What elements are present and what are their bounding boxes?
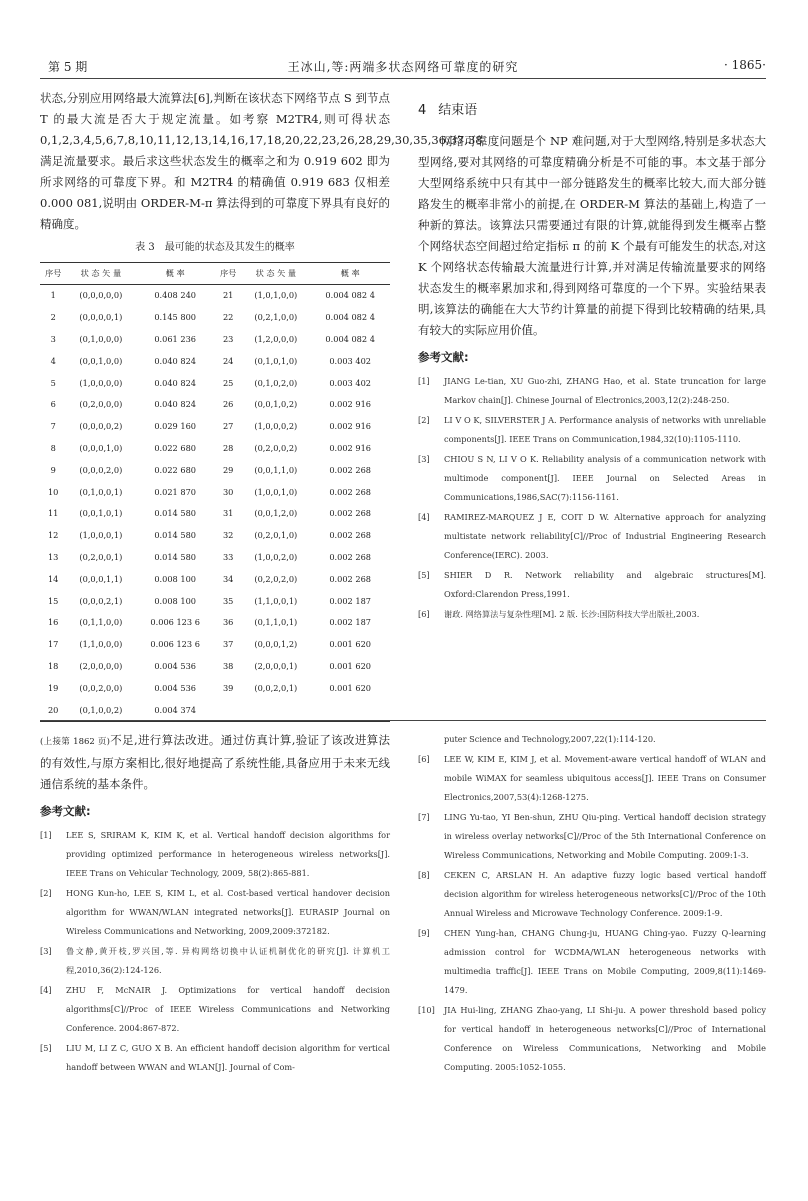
reference-number: [1] <box>418 376 430 386</box>
table-cell: 0.004 082 4 <box>325 312 375 323</box>
table-row <box>40 656 390 678</box>
table-cell: 25 <box>222 377 234 388</box>
table-row <box>40 481 390 503</box>
table-cell: (2,0,0,0,1) <box>254 660 298 671</box>
table-cell: 13 <box>47 551 59 562</box>
table-cell: 0.040 824 <box>154 377 196 388</box>
table-cell: 0.014 580 <box>154 508 196 519</box>
table-cell: 0.003 402 <box>329 377 371 388</box>
references-title: 参考文献: <box>418 350 469 364</box>
table-cell: (0,2,0,0,1) <box>79 551 123 562</box>
table-cell: 9 <box>50 464 56 475</box>
conclusion-paragraph: 网络可靠度问题是个 NP 难问题,对于大型网络,特别是多状态大型网络,要对其网络的可靠度精确分析是不可能的事。本文基于部分大型网络系统中只有其中一部分链路发生的概率比较大,而大部分链路发生的概率非常小的前提,在 ORDER-M 算法的基础上,构造了一种新的算法。该算法只需要通过有限的计算,就能得到发生概率占整个网络状态空间超过给定指标 π 的前 K 个最有可能发生的状态,对这 K 个网络状态传输最大流量进行计算,并对满足传输流量要求的网络状态发生的概率累加求和,得到网络可靠度的一个下界。实验结果表明,该算法的确能在大大节约计算量的前提下得到比较精确的结果,具有较大的实际应用价值。 <box>418 134 766 337</box>
reference-number: [7] <box>418 812 430 822</box>
table-header-cell: 概 率 <box>310 263 390 285</box>
table-cell: (0,0,0,1,0) <box>79 442 123 453</box>
reference-item <box>418 605 766 624</box>
table-cell: 0.004 536 <box>154 682 196 693</box>
table-cell: 2 <box>50 312 56 323</box>
table-cell: 28 <box>222 442 234 453</box>
table-header-cell: 序号 <box>40 263 66 285</box>
reference-list <box>40 826 390 1077</box>
table-cell: 0.002 916 <box>329 399 371 410</box>
table-cell: 0.002 916 <box>329 421 371 432</box>
table-cell: 8 <box>50 442 56 453</box>
table-row <box>40 394 390 416</box>
reference-number: [9] <box>418 928 430 938</box>
reference-item <box>40 826 390 883</box>
table-cell: 30 <box>222 486 234 497</box>
table-cell: 5 <box>50 377 56 388</box>
table-cell: 6 <box>50 399 56 410</box>
running-header <box>40 56 766 79</box>
reference-item <box>418 508 766 565</box>
table-cell: (0,0,0,0,1) <box>79 312 123 323</box>
table-cell: (0,2,0,0,0) <box>79 399 123 410</box>
table-cell: 29 <box>222 464 234 475</box>
table-cell: 15 <box>47 595 59 606</box>
table-cell: 33 <box>222 551 234 562</box>
reference-text: JIANG Le-tian, XU Guo-zhi, ZHANG Hao, et al. State truncation for large Markov chain[J]. Chinese Journal of Electronics,2003,12(2):248-250. <box>444 376 766 405</box>
table-cell: 21 <box>222 290 234 301</box>
table-cell: 17 <box>47 639 59 650</box>
table-cell: 0.040 824 <box>154 399 196 410</box>
section-number: 4 <box>418 103 427 118</box>
table-cell: 0.408 240 <box>154 290 196 301</box>
reference-text: HONG Kun-ho, LEE S, KIM L, et al. Cost-based vertical handover decision algorithm for WWAN/WLAN integrated networks[J]. EURASIP Journal on Wireless Communications and Networking, 2009,2009:372182. <box>66 888 390 936</box>
table-cell: 24 <box>222 355 234 366</box>
running-title: 王冰山,等:两端多状态网络可靠度的研究 <box>287 60 519 74</box>
table-cell: 0.006 123 6 <box>150 617 200 628</box>
reference-continuation: puter Science and Technology,2007,22(1):114-120. <box>444 734 656 744</box>
reference-number: [2] <box>418 415 430 425</box>
table-cell: 4 <box>50 355 56 366</box>
table-cell: (1,2,0,0,0) <box>254 333 298 344</box>
table-row <box>40 568 390 590</box>
table-cell: (0,0,0,1,2) <box>254 639 298 650</box>
issue-number: 第 5 期 <box>48 60 88 74</box>
table-cell: 38 <box>222 660 234 671</box>
reference-text: 鲁文静,黄开枝,罗兴国,等. 异构网络切换中认证机制优化的研究[J]. 计算机工程,2010,36(2):124-126. <box>66 946 390 975</box>
reference-number: [3] <box>418 454 430 464</box>
table-cell: (1,1,0,0,0) <box>79 639 123 650</box>
reference-text: CHEN Yung-han, CHANG Chung-ju, HUANG Ching-yao. Fuzzy Q-learning admission control for WCDMA/WLAN heterogeneous networks with multimedia traffic[J]. IEEE Trans on Mobile Computing, 2009,8(11):1469-1479. <box>444 928 766 995</box>
reference-item <box>40 884 390 941</box>
continued-paragraph: (上接第 1862 页)不足,进行算法改进。通过仿真计算,验证了该改进算法的有效性,与原方案相比,很好地提高了系统性能,具备应用于未来无线通信系统的基本条件。 <box>40 733 390 791</box>
reference-item <box>418 750 766 807</box>
table-cell: 12 <box>47 530 59 541</box>
table-cell: (1,0,0,1,0) <box>254 486 298 497</box>
table-row <box>40 525 390 547</box>
section-title: 结束语 <box>438 103 478 118</box>
table-cell: 27 <box>222 421 234 432</box>
table-cell: 0.061 236 <box>154 333 196 344</box>
reference-item <box>418 924 766 1000</box>
table-cell: 34 <box>222 573 234 584</box>
table-cell: 0.022 680 <box>154 442 196 453</box>
table-cell: 0.001 620 <box>329 682 371 693</box>
table-cell: (0,1,0,2,0) <box>254 377 298 388</box>
reference-number: [8] <box>418 870 430 880</box>
reference-number: [10] <box>418 1005 435 1015</box>
table-cell: 0.006 123 6 <box>150 639 200 650</box>
reference-text: SHIER D R. Network reliability and algebraic structures[M]. Oxford:Clarendon Press,1991. <box>444 570 766 599</box>
table-row <box>40 372 390 394</box>
table-cell: (0,0,1,0,0) <box>79 355 123 366</box>
table-header-cell: 状 态 矢 量 <box>241 263 310 285</box>
table-header-cell: 状 态 矢 量 <box>66 263 135 285</box>
table-cell: (0,0,1,1,0) <box>254 464 298 475</box>
reference-item <box>418 450 766 507</box>
table-row <box>40 416 390 438</box>
table-row <box>40 459 390 481</box>
table-cell: 0.021 870 <box>154 486 196 497</box>
table-cell <box>241 699 310 721</box>
table-cell: 0.002 268 <box>329 508 371 519</box>
reference-text: 谢政. 网络算法与复杂性理[M]. 2 版. 长沙:国防科技大学出版社,2003. <box>444 609 700 619</box>
reference-number: [4] <box>40 985 52 995</box>
table-cell: (1,1,0,0,1) <box>254 595 298 606</box>
reference-item <box>418 1001 766 1077</box>
table-cell: 0.002 916 <box>329 442 371 453</box>
table-row <box>40 350 390 372</box>
table-row <box>40 503 390 525</box>
table-cell: (0,0,0,2,0) <box>79 464 123 475</box>
reference-number: [5] <box>418 570 430 580</box>
continued-note: (上接第 1862 页) <box>40 737 110 747</box>
top-right-column <box>418 92 766 625</box>
table-cell: 22 <box>222 312 234 323</box>
page-number: · 1865· <box>724 58 766 72</box>
reference-text: LEE S, SRIRAM K, KIM K, et al. Vertical handoff decision algorithms for providing optimized performance in heterogeneous wireless networks[J]. IEEE Trans on Vehicular Technology, 2009, 58(2):865-881. <box>66 830 390 878</box>
table-header-cell: 概 率 <box>135 263 215 285</box>
bottom-left-column <box>40 730 390 1078</box>
table-cell: (0,1,0,0,1) <box>79 486 123 497</box>
table-cell: 0.029 160 <box>154 421 196 432</box>
reference-number: [4] <box>418 512 430 522</box>
reference-list <box>418 750 766 1077</box>
table-cell: 0.014 580 <box>154 551 196 562</box>
table-cell: 0.145 800 <box>154 312 196 323</box>
table-cell: (0,1,1,0,0) <box>79 617 123 628</box>
table-cell: (0,2,0,0,2) <box>254 442 298 453</box>
table-cell: 0.008 100 <box>154 573 196 584</box>
table-row <box>40 438 390 460</box>
table-cell: 0.004 536 <box>154 660 196 671</box>
table-row <box>40 547 390 569</box>
reference-text: LING Yu-tao, YI Ben-shun, ZHU Qiu-ping. Vertical handoff decision strategy in wireless overlay networks[C]//Proc of the 5th International Conference on Wireless Communications, Networking and Mobile Computing. 2009:1-3. <box>444 812 766 860</box>
table-cell: (0,1,0,1,0) <box>254 355 298 366</box>
reference-text: LIU M, LI Z C, GUO X B. An efficient handoff decision algorithm for vertical handoff between WWAN and WLAN[J]. Journal of Com- <box>66 1043 390 1072</box>
table-cell <box>215 699 241 721</box>
table-caption: 表 3 最可能的状态及其发生的概率 <box>135 242 295 253</box>
table-cell: 7 <box>50 421 56 432</box>
table-cell: (0,2,1,0,0) <box>254 312 298 323</box>
table-row <box>40 329 390 351</box>
table-cell: (2,0,0,0,0) <box>79 660 123 671</box>
table-cell: 0.004 082 4 <box>325 333 375 344</box>
table-cell: (0,0,0,1,1) <box>79 573 123 584</box>
reference-text: CEKEN C, ARSLAN H. An adaptive fuzzy logic based vertical handoff decision algorithm for wireless heterogeneous networks[C]//Proc of the 10th Annual Wireless and Microwave Technology Conference. 2009:1-9. <box>444 870 766 918</box>
table-cell: 0.004 374 <box>135 699 215 721</box>
reference-number: [6] <box>418 609 430 619</box>
table-cell: (0,2,0,1,0) <box>254 530 298 541</box>
table-cell: 0.001 620 <box>329 660 371 671</box>
reference-number: [1] <box>40 830 52 840</box>
table-cell: 16 <box>47 617 59 628</box>
table-cell: 0.040 824 <box>154 355 196 366</box>
section-divider <box>40 720 766 721</box>
table-cell: 3 <box>50 333 56 344</box>
table-cell: 0.008 100 <box>154 595 196 606</box>
table-cell: (0,1,1,0,1) <box>254 617 298 628</box>
table-row <box>40 634 390 656</box>
reference-text: JIA Hui-ling, ZHANG Zhao-yang, LI Shi-ju. A power threshold based policy for vertical handoff in heterogeneous networks[C]//Proc of International Conference on Wireless Communications, Networking and Mobile Computing. 2005:1052-1055. <box>444 1005 766 1072</box>
table-cell: 0.002 187 <box>329 595 371 606</box>
table-cell <box>310 699 390 721</box>
table-cell: 37 <box>222 639 234 650</box>
table-row <box>40 307 390 329</box>
state-probability-table <box>40 262 390 722</box>
reference-item <box>418 808 766 865</box>
table-cell: 10 <box>47 486 59 497</box>
reference-item <box>418 866 766 923</box>
table-cell: 0.002 268 <box>329 464 371 475</box>
reference-text: LI V O K, SILVERSTER J A. Performance analysis of networks with unreliable components[J]. IEEE Trans on Communication,1984,32(10):1105-1110. <box>444 415 766 444</box>
reference-item <box>418 566 766 604</box>
reference-item <box>40 981 390 1038</box>
table-cell: 0.001 620 <box>329 639 371 650</box>
table-row <box>40 677 390 699</box>
section-heading <box>418 100 766 121</box>
table-row <box>40 285 390 307</box>
table-cell: 18 <box>47 660 59 671</box>
table-cell: (1,0,0,0,0) <box>79 377 123 388</box>
reference-number: [3] <box>40 946 52 956</box>
table-cell: 32 <box>222 530 234 541</box>
reference-item <box>418 372 766 410</box>
table-cell: (0,1,0,0,2) <box>66 699 135 721</box>
reference-text: RAMIREZ-MARQUEZ J E, COIT D W. Alternative approach for analyzing multistate network reliability[C]//Proc of Industrial Engineering Research Conference(IERC). 2003. <box>444 512 766 560</box>
table-cell: (1,0,1,0,0) <box>254 290 298 301</box>
table-cell: 0.002 268 <box>329 551 371 562</box>
reference-list <box>418 372 766 624</box>
table-cell: 19 <box>47 682 59 693</box>
reference-number: [2] <box>40 888 52 898</box>
table-cell: 0.022 680 <box>154 464 196 475</box>
table-cell: 35 <box>222 595 234 606</box>
table-cell: 23 <box>222 333 234 344</box>
table-cell: 26 <box>222 399 234 410</box>
table-cell: (0,0,0,0,0) <box>79 290 123 301</box>
table-cell: 20 <box>40 699 66 721</box>
table-cell: (1,0,0,2,0) <box>254 551 298 562</box>
table-cell: (0,0,1,0,2) <box>254 399 298 410</box>
table-cell: (1,0,0,0,1) <box>79 530 123 541</box>
reference-number: [6] <box>418 754 430 764</box>
table-cell: 14 <box>47 573 59 584</box>
table-cell: 1 <box>50 290 56 301</box>
reference-number: [5] <box>40 1043 52 1053</box>
table-cell: 31 <box>222 508 234 519</box>
table-cell: 0.014 580 <box>154 530 196 541</box>
table-cell: (0,0,1,2,0) <box>254 508 298 519</box>
bottom-right-column <box>418 730 766 1078</box>
table-row <box>40 699 390 721</box>
reference-item <box>418 411 766 449</box>
table-header-cell: 序号 <box>215 263 241 285</box>
table-cell: (0,0,2,0,1) <box>254 682 298 693</box>
table-cell: 0.004 082 4 <box>325 290 375 301</box>
table-cell: (0,0,0,0,2) <box>79 421 123 432</box>
reference-item <box>40 1039 390 1077</box>
references-title: 参考文献: <box>40 804 91 818</box>
table-cell: 39 <box>222 682 234 693</box>
table-cell: 0.002 268 <box>329 530 371 541</box>
table-cell: (0,0,2,0,0) <box>79 682 123 693</box>
table-cell: (1,0,0,0,2) <box>254 421 298 432</box>
table-row <box>40 590 390 612</box>
table-row <box>40 612 390 634</box>
reference-text: LEE W, KIM E, KIM J, et al. Movement-aware vertical handoff of WLAN and mobile WiMAX for seamless ubiquitous access[J]. IEEE Trans on Consumer Electronics,2007,53(4):1268-1275. <box>444 754 766 802</box>
table-cell: (0,0,0,2,1) <box>79 595 123 606</box>
reference-item <box>40 942 390 980</box>
table-cell: 0.003 402 <box>329 355 371 366</box>
reference-text: ZHU F, McNAIR J. Optimizations for vertical handoff decision algorithms[C]//Proc of IEEE Wireless Communications and Networking Conference. 2004:867-872. <box>66 985 390 1033</box>
table-cell: (0,0,1,0,1) <box>79 508 123 519</box>
table-cell: 0.002 268 <box>329 486 371 497</box>
body-paragraph: 状态,分别应用网络最大流算法[6],判断在该状态下网络节点 S 到节点 T 的最大流是否大于规定流量。如考察 M2TR4,则可得状态 0,1,2,3,4,5,6,7,8,10,11,12,13,14,16,17,18,20,22,23,26,28,29,30,35,36,37,38 满足流量要求。最后求这些状态发生的概率之和为 0.919 602 即为所求网络的可靠度下界。和 M2TR4 的精确值 0.919 683 仅相差 0.000 081,说明由 ORDER-M-π 算法得到的可靠度下界具有良好的精确度。 <box>40 91 483 231</box>
table-cell: 36 <box>222 617 234 628</box>
table-cell: 0.002 268 <box>329 573 371 584</box>
table-cell: (0,2,0,2,0) <box>254 573 298 584</box>
table-cell: 0.002 187 <box>329 617 371 628</box>
table-cell: (0,1,0,0,0) <box>79 333 123 344</box>
reference-text: CHIOU S N, LI V O K. Reliability analysis of a communication network with multimode component[J]. IEEE Journal on Selected Areas in Communications,1986,SAC(7):1156-1161. <box>444 454 766 502</box>
table-cell: 11 <box>47 508 59 519</box>
